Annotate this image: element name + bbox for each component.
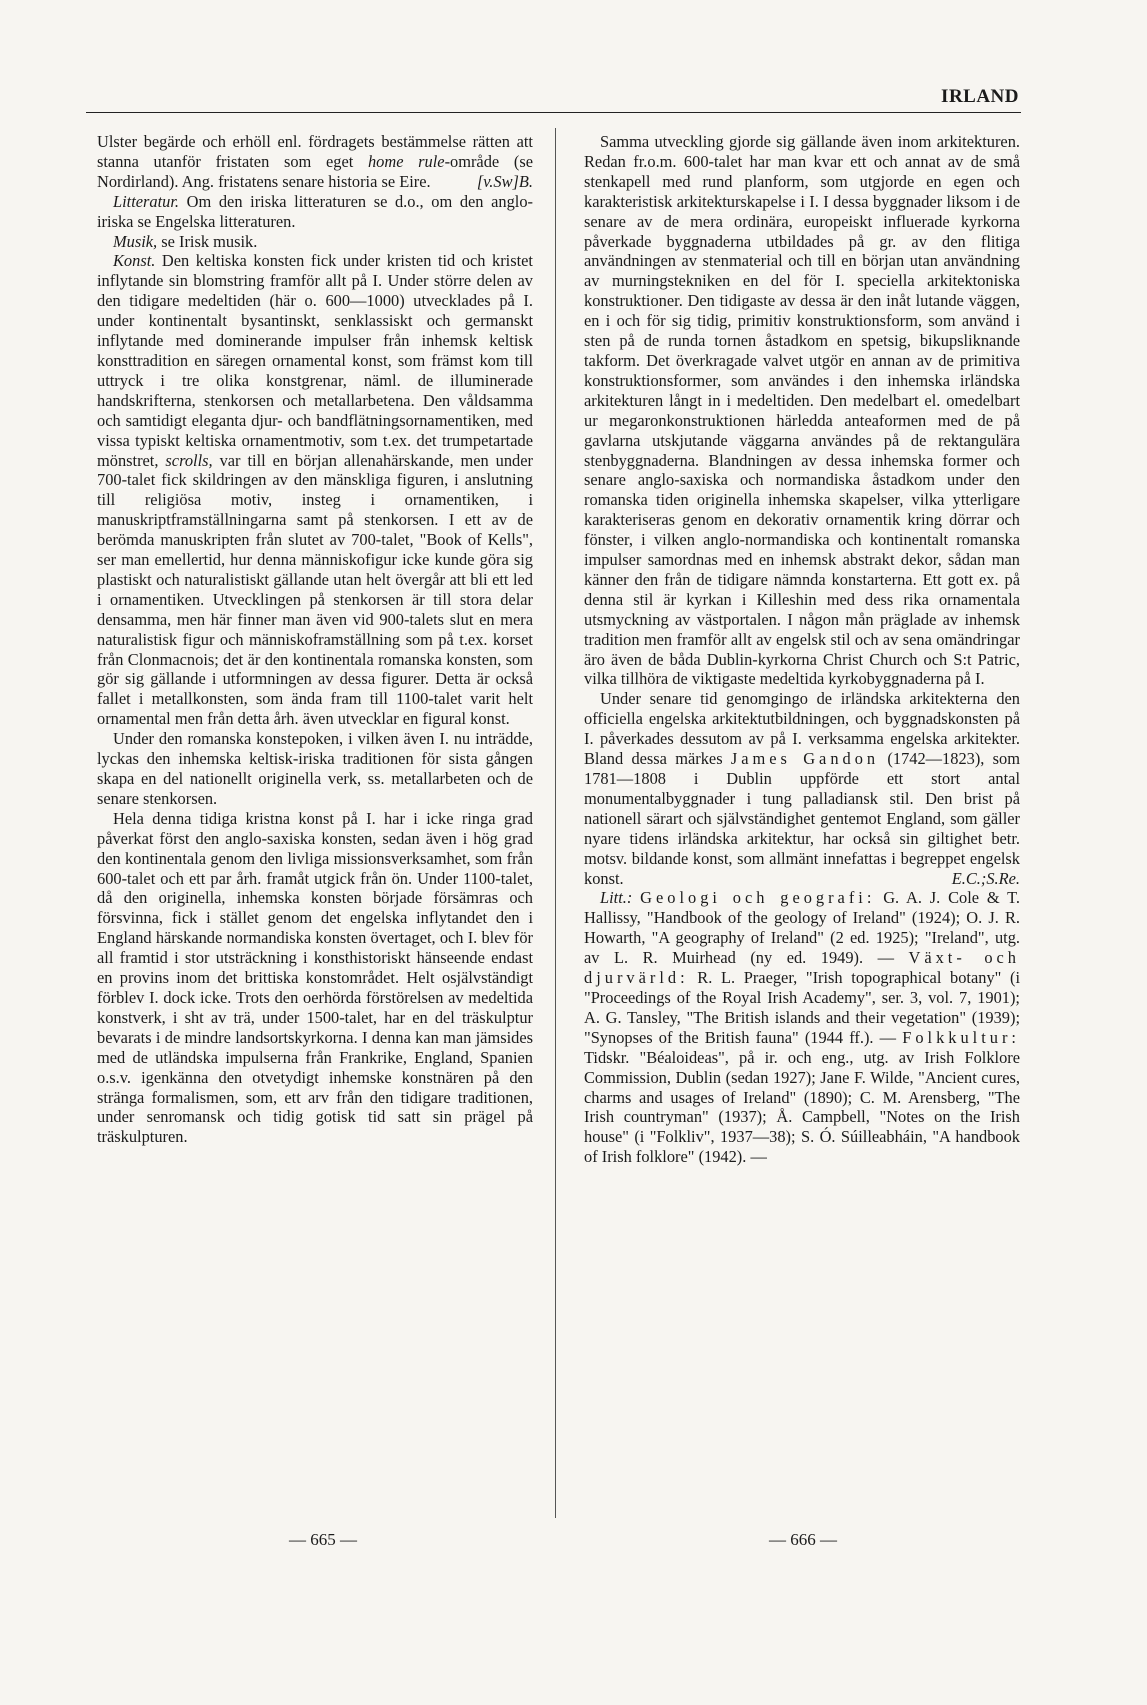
right-column xyxy=(584,132,1020,1167)
paragraph-litt: Litt.: Geologi och geografi: G. A. J. Cole & T. Hallissy, "Handbook of the geology of Ireland" (1924); O. J. R. Howarth, "A geography of Ireland" (2 ed. 1925); "Ireland", utg. av L. R. Muirhead (ny ed. 1949). — Växt- och djurvärld: R. L. Praeger, "Irish topographical botany" (i "Proceedings of the Royal Irish Academy", ser. 3, vol. 7, 1901); A. G. Tansley, "The British islands and their vegetation" (1939); "Synopses of the British fauna" (1944 ff.). — Folkkultur: Tidskr. "Béaloideas", på ir. och eng., utg. av Irish Folklore Commission, Dublin (sedan 1927); Jane F. Wilde, "Ancient cures, charms and usages of Ireland" (1890); C. M. Arensberg, "The Irish countryman" (1937); Å. Campbell, "Notes on the Irish house" (i "Folkliv", 1937—38); S. Ó. Súilleabháin, "A handbook of Irish folklore" (1942). — xyxy=(584,888,1020,1167)
paragraph-ulster: Ulster begärde och erhöll enl. fördragets bestämmelse rätten att stanna utanför fristaten som eget home rule-område (se Nordirland). Ang. fristatens senare historia se Eire. [v.Sw]B. xyxy=(97,132,533,191)
paragraph-konst: Konst. Den keltiska konsten fick under kristen tid och kristet inflytande sin blomstring framför allt på I. Under större delen av den tidigare medeltiden (här o. 600—1000) utvecklades på I. under kontinentalt bysantinskt, senklassiskt och germanskt inflytande med dominerande impulser från inhemsk keltisk konsttradition en säregen ornamental konst, som främst kom till uttryck i tre olika konstgrenar, näml. de illuminerade handskrifterna, stenkorsen och metallarbetena. Den våldsamma och samtidigt eleganta djur- och bandflätningsornamentiken, med vissa typiskt keltiska ornamentmotiv, som t.ex. det trumpetartade mönstret, scrolls, var till en början allenahärskande, men under 700-talet fick skildringen av den mänskliga figuren, i anslutning till religiösa motiv, insteg i ornamentiken, i manuskriptframställningarna samt på stenkorsen. I ett av de berömda manuskripten från slutet av 700-talet, "Book of Kells", ser man emellertid, hur denna människofigur icke kunde göra sig plastiskt och naturalistiskt gällande utan helt övergår att bli ett led i ornamentiken. Utvecklingen på stenkorsen är till stora delar densamma, men här finner man även vid 900-talets slut en mera naturalistisk figur och människoframställning som på t.ex. korset från Clonmacnois; det är den kontinentala romanska konsten, som gör sig gällande i utformningen av dessa figurer. Detta är också fallet i metallkonsten, som ända fram till 1100-talet varit helt ornamental men från detta årh. även utvecklar en figural konst. xyxy=(97,251,533,729)
paragraph-arkitektur: Samma utveckling gjorde sig gällande även inom arkitekturen. Redan fr.o.m. 600-talet har man kvar ett och annat av de små stenkapell med rund planform, som utgjorde en egen och karakteristisk arkitekturskapelse i I. I dessa byggnader liksom i de senare av de mera ordinära, europeiskt influerade kyrkorna påverkade byggnaderna utbildades på gr. av den flitiga användningen av stenmaterial och till en början utan användning av murningstekniken en del för I. speciella arkitektoniska konstruktioner. Den tidigaste av dessa är den inåt lutande väggen, en i och för sig tidig, primitiv konstruktionsform, som använd i sten på de runda tornen åstadkom en spetsig, bikupsliknande takform. Det överkragade valvet utgör en annan av de primitiva konstruktionsformer, som användes i den inhemska irländska arkitekturen långt in i medeltiden. Den medelbart el. omedelbart ur megaronkonstruktionen härledda anteaformen med de på gavlarna utskjutande väggarna användes på de rektangulära stenbyggnaderna. Blandningen av dessa inhemska former och senare anglo-saxiska och normandiska åstadkom under den romanska tiden originella inhemska skapelser, vilka ytterligare karakteriseras genom en dekorativ ornamentik kring dörrar och fönster, i vilken anglo-normandiska och kontinentalt romanska impulser samordnas med en inhemsk abstrakt dekor, sådan man känner den från de tidigare nämnda konstarterna. Ett gott ex. på denna stil är kyrkan i Killeshin med dess rika ornamentala utsmyckning av västportalen. I någon mån präglade av inhemsk tradition men framför allt av engelsk stil och av sena omändringar äro även de båda Dublin-kyrkorna Christ Church och S:t Patric, vilka tillhöra de viktigaste medeltida kyrkobyggnaderna på I. xyxy=(584,132,1020,689)
header-rule xyxy=(86,112,1021,113)
paragraph-senare-tid: Under senare tid genomgingo de irländska arkitekterna den officiella engelska arkitektutbildningen, och byggnadskonsten på I. påverkades dessutom av på I. verksamma engelska arkitekter. Bland dessa märkes James Gandon (1742—1823), som 1781—1808 i Dublin uppförde ett stort antal monumentalbyggnader i tung palladiansk stil. Den brist på nationell särart och självständighet gentemot England, som gäller nyare tidens irländska arkitektur, har också sin giltighet betr. motsv. bildande konst, som allmänt innefattas i begreppet engelsk konst. E.C.;S.Re. xyxy=(584,689,1021,888)
paragraph-kristna-konst: Hela denna tidiga kristna konst på I. har i icke ringa grad påverkat först den anglo-saxiska konsten, sedan även i hög grad den kontinentala genom den livliga missionsverksamhet, som från 600-talet och ett par årh. framåt utgick från ön. Under 1100-talet, då den originella, inhemska konsten började försämras och försvinna, fick i stället genom det engelska inflytandet den i England härskande normandiska konsten övertaget, och I. blev för all framtid i stor utsträckning i konsthistoriskt hänseende endast en provins inom det brittiska konstområdet. Helt osjälvständigt förblev I. dock icke. Trots den oerhörda förstörelsen av medeltida konstverk, i sht av trä, under 1500-talet, har en del träskulptur bevarats i de mindre landsortskyrkorna. I denna kan man jämsides med de utländska impulserna från Frankrike, England, Spanien o.s.v. igenkänna den otvetydigt inhemske konstnären på den stränga formalismen, som, ett arv från den tidigare traditionen, under senromansk och tidig gotisk tid satt sin prägel på träskulpturen. xyxy=(97,808,533,1147)
author-signature: E.C.;S.Re. xyxy=(951,868,1020,888)
author-signature: [v.Sw]B. xyxy=(476,171,533,191)
paragraph-romanska: Under den romanska konstepoken, i vilken även I. nu inträdde, lyckas den inhemska keltisk-iriska traditionen för sista gången skapa en del nationellt originella verk, ss. metallarbeten och de senare stenkorsen. xyxy=(97,729,533,808)
page-number-right: — 666 — xyxy=(769,1530,837,1549)
column-divider xyxy=(555,128,556,1518)
paragraph-litteratur: Litteratur. Om den iriska litteraturen se d.o., om den anglo-iriska se Engelska litteraturen. xyxy=(97,191,533,231)
paragraph-musik: Musik, se Irisk musik. xyxy=(113,231,258,251)
running-header: IRLAND xyxy=(941,86,1019,107)
left-column xyxy=(97,132,533,1147)
page-number-left: — 665 — xyxy=(289,1530,357,1549)
